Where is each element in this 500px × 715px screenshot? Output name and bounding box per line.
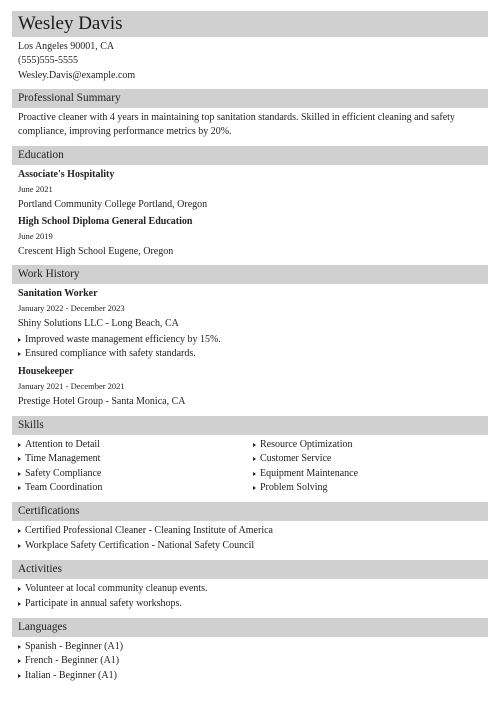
list-item: Certified Professional Cleaner - Cleaning Institute of America [18, 524, 488, 538]
list-item: Volunteer at local community cleanup events. [18, 582, 488, 596]
activities-section [12, 582, 488, 611]
summary-text: Proactive cleaner with 4 years in maintaining top sanitation standards. Skilled in efficient cleaning and safety compliance, improving performance metrics by 20%. [18, 111, 455, 138]
contact-phone: (555)555-5555 [18, 55, 78, 67]
job-company: Shiny Solutions LLC - Long Beach, CA [18, 317, 179, 329]
bullet-icon [253, 457, 256, 461]
education-section [12, 168, 488, 259]
list-item: Equipment Maintenance [253, 467, 488, 481]
candidate-name: Wesley Davis [12, 11, 488, 37]
work-history-section [12, 287, 488, 409]
degree-date: June 2021 [18, 183, 53, 194]
bullet-icon [18, 659, 21, 663]
section-heading-languages: Languages [12, 618, 488, 637]
list-item: Problem Solving [253, 481, 488, 495]
contact-info [12, 40, 488, 83]
section-heading-skills: Skills [12, 416, 488, 435]
summary-section [12, 111, 488, 140]
activities-list [18, 582, 488, 611]
languages-section [12, 640, 488, 683]
section-heading-work-history: Work History [12, 265, 488, 284]
list-item: Improved waste management efficiency by 15%. [18, 333, 488, 347]
bullet-icon [18, 674, 21, 678]
bullet-icon [18, 544, 21, 548]
contact-location: Los Angeles 90001, CA [18, 41, 115, 52]
school-name: Portland Community College Portland, Oregon [18, 198, 208, 210]
bullet-icon [18, 529, 21, 533]
education-item [18, 168, 488, 212]
degree-title: Associate's Hospitality [18, 168, 115, 180]
degree-date: June 2019 [18, 230, 53, 241]
list-item: Spanish - Beginner (A1) [18, 640, 488, 654]
bullet-icon [253, 472, 256, 476]
degree-title: High School Diploma General Education [18, 215, 193, 227]
list-item: French - Beginner (A1) [18, 654, 488, 668]
list-item: Workplace Safety Certification - National Safety Council [18, 539, 488, 553]
languages-list [18, 640, 488, 683]
job-entry [18, 287, 488, 362]
school-name: Crescent High School Eugene, Oregon [18, 245, 174, 257]
skills-list-right [253, 438, 488, 496]
section-heading-activities: Activities [12, 560, 488, 579]
section-heading-education: Education [12, 146, 488, 165]
list-item: Resource Optimization [253, 438, 488, 452]
bullet-icon [18, 587, 21, 591]
bullet-icon [18, 472, 21, 476]
education-item [18, 215, 488, 259]
job-bullets [18, 333, 488, 362]
list-item: Team Coordination [18, 481, 253, 495]
contact-email: Wesley.Davis@example.com [18, 69, 136, 81]
bullet-icon [18, 352, 21, 356]
job-dates: January 2021 - December 2021 [18, 380, 125, 391]
list-item: Customer Service [253, 452, 488, 466]
list-item: Participate in annual safety workshops. [18, 597, 488, 611]
job-company: Prestige Hotel Group - Santa Monica, CA [18, 395, 186, 407]
skills-section [12, 438, 488, 496]
bullet-icon [18, 486, 21, 490]
bullet-icon [253, 443, 256, 447]
bullet-icon [18, 645, 21, 649]
list-item: Time Management [18, 452, 253, 466]
job-dates: January 2022 - December 2023 [18, 302, 125, 313]
certifications-section [12, 524, 488, 553]
job-entry [18, 365, 488, 409]
list-item: Attention to Detail [18, 438, 253, 452]
section-heading-summary: Professional Summary [12, 89, 488, 108]
job-title: Housekeeper [18, 365, 74, 377]
bullet-icon [18, 443, 21, 447]
bullet-icon [18, 602, 21, 606]
bullet-icon [18, 457, 21, 461]
job-title: Sanitation Worker [18, 287, 98, 299]
bullet-icon [253, 486, 256, 490]
list-item: Safety Compliance [18, 467, 253, 481]
list-item: Ensured compliance with safety standards. [18, 347, 488, 361]
resume-page [0, 11, 500, 715]
bullet-icon [18, 338, 21, 342]
skills-list-left [18, 438, 253, 496]
list-item: Italian - Beginner (A1) [18, 669, 488, 683]
certifications-list [18, 524, 488, 553]
section-heading-certifications: Certifications [12, 502, 488, 521]
